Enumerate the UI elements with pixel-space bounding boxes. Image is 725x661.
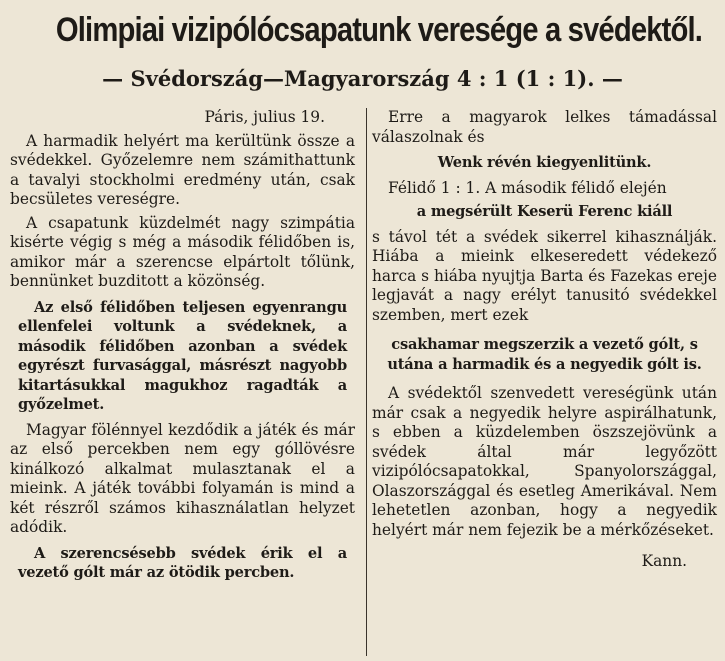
right-paragraph-7: A svédektől szenvedett vereségünk után már csak a negyedik helyre aspirálhatunk, s ebben a küzdelemben öszszejövünk a svédek által már legyőzött vizipólócsapatokkal, Spanyolországgal, Olaszországgal és esetleg Amerikával. Nem lehetetlen azonban, hogy a negyedik helyért már nem fejezik be a mérkőzéseket.	[372, 384, 717, 539]
dateline: Páris, julius 19.	[204, 108, 325, 126]
author-signature: Kann.	[641, 552, 687, 570]
left-paragraph-4: Magyar fölénnyel kezdődik a játék és már az első percekben nem egy góllövésre kinálkozó alkalmat mulasztanak el a mieink. A játék további folyamán is mind a két részről számos kihasználatlan helyzet adódik.	[10, 420, 355, 536]
right-paragraph-6: csakhamar megszerzik a vezető gólt, s utána a harmadik és a negyedik gólt is.	[387, 336, 702, 373]
right-column	[372, 108, 717, 572]
right-paragraph-5: s távol tét a svédek sikerrel kihasználják. Hiába a mieink elkeseredett védekező harca s hiába nyujtja Barta és Fazekas ereje legjavát a nagy erélyt tanusitó svédekkel szemben, mert ezek	[372, 227, 717, 324]
right-paragraph-4: a megsérült Keserü Ferenc kiáll	[416, 203, 673, 220]
left-paragraph-1: A harmadik helyért ma kerültünk össze a svédekkel. Győzelemre nem számithattunk a tavalyi stockholmi eredmény után, csak becsületes vereségre.	[10, 131, 355, 208]
column-divider	[366, 108, 367, 656]
left-column	[10, 108, 355, 587]
left-paragraph-2: A csapatunk küzdelmét nagy szimpátia kisérte végig s még a második félidőben is, amikor már a szerencse elpártolt tőlünk, bennünket buzditott a közönség.	[10, 213, 355, 290]
right-paragraph-3: Félidő 1 : 1. A második félidő elején	[388, 178, 667, 197]
subheadline: — Svédország—Magyarország 4 : 1 (1 : 1). —	[102, 66, 623, 91]
left-paragraph-3: Az első félidőben teljesen egyenrangu ellenfelei voltunk a svédeknek, a második félidőben azonban a svédek egyrészt furvasággal, másrészt nagyobb kitartásukkal magukhoz ragadták a győzelmet.	[18, 298, 347, 413]
right-paragraph-1: Erre a magyarok lelkes támadással válaszolnak és	[372, 108, 717, 146]
headline: Olimpiai vizipólócsapatunk veresége a svédektől.	[55, 11, 703, 49]
right-paragraph-2: Wenk révén kiegyenlitünk.	[437, 154, 652, 171]
left-paragraph-5: A szerencsésebb svédek érik el a vezető gólt már az ötödik percben.	[18, 544, 347, 581]
